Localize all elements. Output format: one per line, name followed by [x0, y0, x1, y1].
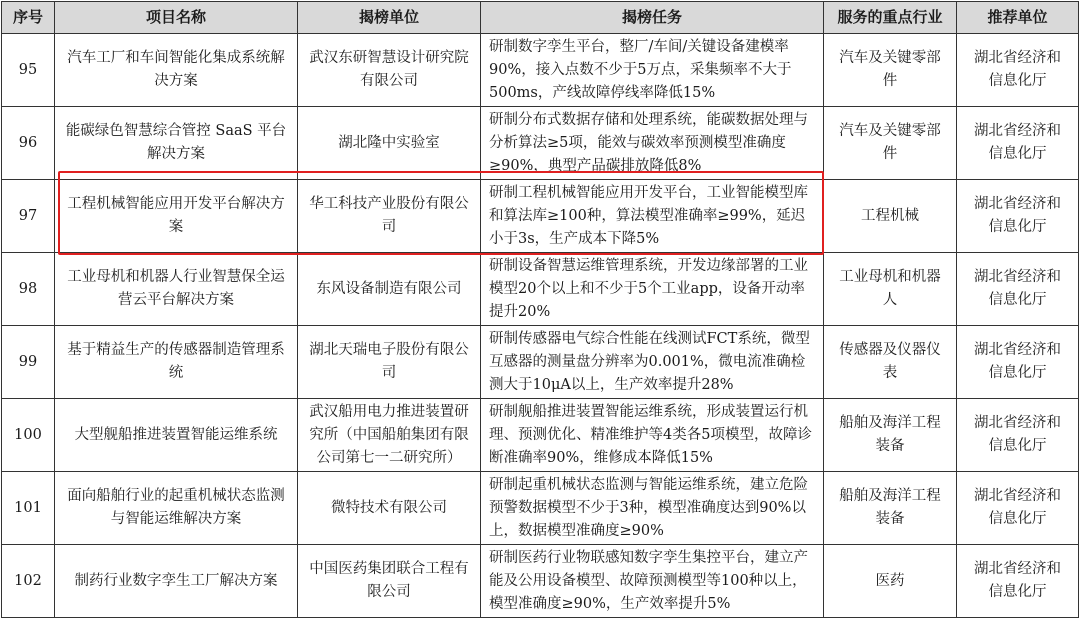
table-row	[2, 253, 1079, 326]
row-recommender: 湖北省经济和信息化厅	[957, 545, 1079, 618]
row-unit: 中国医药集团联合工程有限公司	[298, 545, 481, 618]
row-no: 97	[2, 180, 55, 253]
row-project-name: 工业母机和机器人行业智慧保全运营云平台解决方案	[55, 253, 298, 326]
header-project-name: 项目名称	[55, 2, 298, 34]
row-recommender: 湖北省经济和信息化厅	[957, 180, 1079, 253]
row-recommender: 湖北省经济和信息化厅	[957, 107, 1079, 180]
row-unit: 华工科技产业股份有限公司	[298, 180, 481, 253]
row-recommender: 湖北省经济和信息化厅	[957, 253, 1079, 326]
row-industry: 工程机械	[824, 180, 957, 253]
row-industry: 船舶及海洋工程装备	[824, 472, 957, 545]
header-no: 序号	[2, 2, 55, 34]
row-recommender: 湖北省经济和信息化厅	[957, 326, 1079, 399]
table-row	[2, 399, 1079, 472]
table-row	[2, 326, 1079, 399]
row-no: 100	[2, 399, 55, 472]
row-project-name: 制药行业数字孪生工厂解决方案	[55, 545, 298, 618]
row-recommender: 湖北省经济和信息化厅	[957, 472, 1079, 545]
header-unit: 揭榜单位	[298, 2, 481, 34]
row-industry: 汽车及关键零部件	[824, 107, 957, 180]
table-header-row	[2, 2, 1079, 34]
row-task: 研制传感器电气综合性能在线测试FCT系统，微型互感器的测量盘分辨率为0.001%，微电流准确检测大于10μA以上，生产效率提升28%	[481, 326, 824, 399]
row-project-name: 能碳绿色智慧综合管控 SaaS 平台解决方案	[55, 107, 298, 180]
row-unit: 东风设备制造有限公司	[298, 253, 481, 326]
row-task: 研制数字孪生平台，整厂/车间/关键设备建模率90%，接入点数不少于5万点，采集频率不大于500ms，产线故障停线率降低15%	[481, 34, 824, 107]
row-task: 研制工程机械智能应用开发平台，工业智能模型库和算法库≥100种，算法模型准确率≥99%，延迟小于3s，生产成本下降5%	[481, 180, 824, 253]
row-no: 102	[2, 545, 55, 618]
row-project-name: 工程机械智能应用开发平台解决方案	[55, 180, 298, 253]
row-task: 研制舰船推进装置智能运维系统，形成装置运行机理、预测优化、精准维护等4类各5项模型，故障诊断准确率90%，维修成本降低15%	[481, 399, 824, 472]
row-industry: 船舶及海洋工程装备	[824, 399, 957, 472]
row-no: 95	[2, 34, 55, 107]
header-recommender: 推荐单位	[957, 2, 1079, 34]
row-recommender: 湖北省经济和信息化厅	[957, 34, 1079, 107]
row-project-name: 大型舰船推进装置智能运维系统	[55, 399, 298, 472]
row-unit: 微特技术有限公司	[298, 472, 481, 545]
row-recommender: 湖北省经济和信息化厅	[957, 399, 1079, 472]
header-task: 揭榜任务	[481, 2, 824, 34]
row-no: 99	[2, 326, 55, 399]
row-industry: 汽车及关键零部件	[824, 34, 957, 107]
project-table	[1, 1, 1079, 618]
row-project-name: 面向船舶行业的起重机械状态监测与智能运维解决方案	[55, 472, 298, 545]
row-task: 研制设备智慧运维管理系统，开发边缘部署的工业模型20个以上和不少于5个工业app，设备开动率提升20%	[481, 253, 824, 326]
row-task: 研制分布式数据存储和处理系统，能碳数据处理与分析算法≥5项，能效与碳效率预测模型准确度≥90%，典型产品碳排放降低8%	[481, 107, 824, 180]
row-no: 98	[2, 253, 55, 326]
row-project-name: 基于精益生产的传感器制造管理系统	[55, 326, 298, 399]
row-task: 研制医药行业物联感知数字孪生集控平台，建立产能及公用设备模型、故障预测模型等100种以上，模型准确度≥90%，生产效率提升5%	[481, 545, 824, 618]
row-unit: 武汉东研智慧设计研究院有限公司	[298, 34, 481, 107]
table-row	[2, 545, 1079, 618]
row-industry: 传感器及仪器仪表	[824, 326, 957, 399]
table-row	[2, 107, 1079, 180]
row-no: 101	[2, 472, 55, 545]
row-project-name: 汽车工厂和车间智能化集成系统解决方案	[55, 34, 298, 107]
table-row-highlighted	[2, 180, 1079, 253]
table-row	[2, 472, 1079, 545]
table-row	[2, 34, 1079, 107]
row-unit: 湖北隆中实验室	[298, 107, 481, 180]
row-industry: 工业母机和机器人	[824, 253, 957, 326]
row-task: 研制起重机械状态监测与智能运维系统，建立危险预警数据模型不少于3种，模型准确度达到90%以上，数据模型准确度≥90%	[481, 472, 824, 545]
row-unit: 湖北天瑞电子股份有限公司	[298, 326, 481, 399]
header-industry: 服务的重点行业	[824, 2, 957, 34]
row-unit: 武汉船用电力推进装置研究所（中国船舶集团有限公司第七一二研究所）	[298, 399, 481, 472]
row-industry: 医药	[824, 545, 957, 618]
row-no: 96	[2, 107, 55, 180]
